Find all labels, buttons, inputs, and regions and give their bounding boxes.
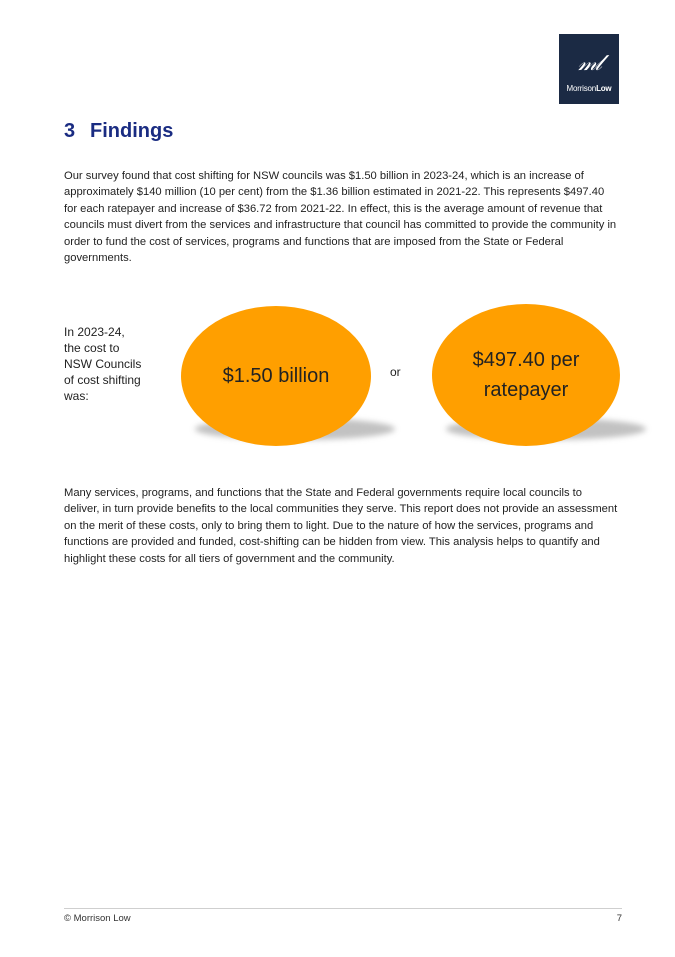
intro-paragraph: Our survey found that cost shifting for NSW councils was $1.50 billion in 2023-24, which is an increase of approximately $140 million (10 per cent) from the $1.36 billion estimated in 2021-22. This represents $497.40 for each ratepayer and increase of $36.72 from 2021-22. In effect, this is the average amount of revenue that councils must divert from the services and infrastructure that council has committed to provide the community in order to fund the cost of services, programs and functions that are imposed from the State or Federal governments. [64,170,617,265]
callout-side-label: In 2023-24, the cost to NSW Councils of cost shifting was: [64,325,142,403]
morrison-low-logo [559,34,619,104]
footer-copyright: © Morrison Low [64,913,131,924]
connector-text: or [390,365,401,379]
per-ratepayer-value: $497.40 per ratepayer [472,349,580,401]
total-cost-value: $1.50 billion [222,365,330,387]
section-title: Findings [90,120,174,142]
footer-divider [64,908,622,909]
logo-mark: 𝓂𝓁 [578,51,600,76]
section-heading [64,120,173,143]
logo-wordmark: MorrisonLow [566,84,612,93]
closing-paragraph: Many services, programs, and functions that the State and Federal governments require local councils to deliver, in turn provide benefits to the local communities they serve. This report does not provide an assessment on the merit of these costs, only to bring them to light. Due to the nature of how the services, programs and functions are provided and funded, cost-shifting can be hidden from view. This analysis helps to quantify and highlight these costs for all tiers of government and the community. [64,487,618,565]
section-number: 3 [64,120,76,142]
per-ratepayer-circle [432,304,620,446]
total-cost-circle [181,306,371,446]
page-number: 7 [616,913,622,924]
